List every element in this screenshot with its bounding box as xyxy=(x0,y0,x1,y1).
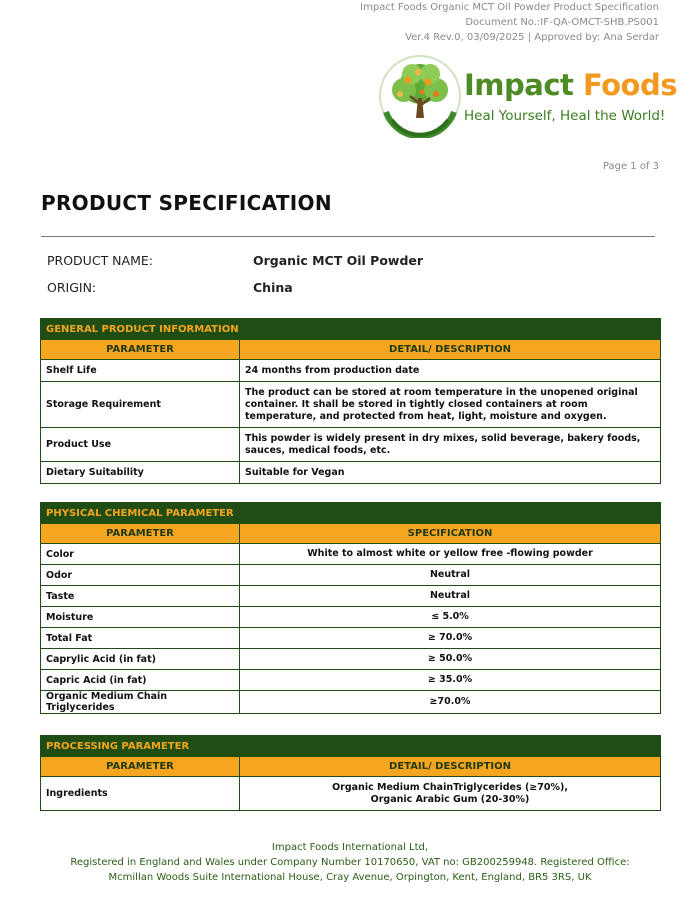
spec-cell: ≥ 50.0% xyxy=(240,649,661,670)
param-cell: Color xyxy=(41,544,240,565)
title-divider xyxy=(41,236,655,237)
spec-cell: White to almost white or yellow free -flowing powder xyxy=(240,544,661,565)
table-row xyxy=(41,428,661,462)
processing-col-parameter: PARAMETER xyxy=(41,757,240,777)
table-row xyxy=(41,670,661,691)
brand-tagline: Heal Yourself, Heal the World! xyxy=(464,108,666,124)
general-col-detail: DETAIL/ DESCRIPTION xyxy=(240,340,661,360)
spec-cell: ≥ 35.0% xyxy=(240,670,661,691)
origin-label: ORIGIN: xyxy=(47,280,97,295)
header-title: Impact Foods Organic MCT Oil Powder Product Specification xyxy=(360,2,659,13)
physical-chemical-table xyxy=(40,502,661,714)
param-cell: Capric Acid (in fat) xyxy=(41,670,240,691)
general-col-parameter: PARAMETER xyxy=(41,340,240,360)
param-cell: Total Fat xyxy=(41,628,240,649)
param-cell: Taste xyxy=(41,586,240,607)
spec-cell: Neutral xyxy=(240,565,661,586)
param-cell: Caprylic Acid (in fat) xyxy=(41,649,240,670)
table-row xyxy=(41,628,661,649)
ingredient-line: Organic Medium ChainTriglycerides (≥70%), xyxy=(332,781,568,793)
company-logo xyxy=(378,52,678,138)
table-row xyxy=(41,691,661,714)
param-cell: Organic Medium Chain Triglycerides xyxy=(41,691,240,714)
spec-cell: Neutral xyxy=(240,586,661,607)
brand-word-foods: Foods xyxy=(583,68,678,102)
processing-title: PROCESSING PARAMETER xyxy=(41,736,661,757)
footer-address: Mcmillan Woods Suite International House, Cray Avenue, Orpington, Kent, England, BR5 3RS, UK xyxy=(108,872,592,883)
detail-cell: Suitable for Vegan xyxy=(240,462,661,484)
product-name-value: Organic MCT Oil Powder xyxy=(253,253,424,268)
physical-chemical-title: PHYSICAL CHEMICAL PARAMETER xyxy=(41,503,661,524)
company-footer xyxy=(0,840,700,885)
origin-value: China xyxy=(253,280,293,295)
table-row xyxy=(41,544,661,565)
detail-cell: This powder is widely present in dry mixes, solid beverage, bakery foods, sauces, medical foods, etc. xyxy=(240,428,661,462)
page-title: PRODUCT SPECIFICATION xyxy=(41,191,332,215)
table-row xyxy=(41,649,661,670)
table-row xyxy=(41,777,661,811)
table-row xyxy=(41,607,661,628)
physical-col-specification: SPECIFICATION xyxy=(240,524,661,544)
table-row xyxy=(41,586,661,607)
document-header xyxy=(360,0,659,45)
param-cell: Moisture xyxy=(41,607,240,628)
header-version: Ver.4 Rev.0, 03/09/2025 | Approved by: Ana Serdar xyxy=(405,32,659,43)
tree-icon xyxy=(378,54,462,138)
detail-cell: 24 months from production date xyxy=(240,360,661,382)
footer-company: Impact Foods International Ltd, xyxy=(271,842,429,853)
processing-col-detail: DETAIL/ DESCRIPTION xyxy=(240,757,661,777)
param-cell: Storage Requirement xyxy=(41,382,240,428)
param-cell: Ingredients xyxy=(41,777,240,811)
header-document-number: Document No.:IF-QA-OMCT-SHB.PS001 xyxy=(465,17,659,28)
spec-cell: ≥ 70.0% xyxy=(240,628,661,649)
ingredient-line: Organic Arabic Gum (20-30%) xyxy=(370,793,530,805)
spec-cell: ≥70.0% xyxy=(240,691,661,714)
table-row xyxy=(41,382,661,428)
detail-cell xyxy=(240,777,661,811)
spec-cell: ≤ 5.0% xyxy=(240,607,661,628)
param-cell: Dietary Suitability xyxy=(41,462,240,484)
brand-word-impact: Impact xyxy=(464,68,574,102)
param-cell: Odor xyxy=(41,565,240,586)
physical-col-parameter: PARAMETER xyxy=(41,524,240,544)
table-row xyxy=(41,360,661,382)
page-number: Page 1 of 3 xyxy=(602,161,659,172)
footer-registration: Registered in England and Wales under Company Number 10170650, VAT no: GB200259948. Registered Office: xyxy=(70,857,630,868)
detail-cell: The product can be stored at room temperature in the unopened original container. It shall be stored in tightly closed containers at room temperature, and protected from heat, light, moisture and oxygen. xyxy=(240,382,661,428)
table-row xyxy=(41,565,661,586)
processing-table xyxy=(40,735,661,811)
param-cell: Product Use xyxy=(41,428,240,462)
general-info-title: GENERAL PRODUCT INFORMATION xyxy=(41,319,661,340)
product-name-label: PRODUCT NAME: xyxy=(47,253,153,268)
general-info-table xyxy=(40,318,661,484)
brand-name xyxy=(464,68,677,102)
table-row xyxy=(41,462,661,484)
param-cell: Shelf Life xyxy=(41,360,240,382)
